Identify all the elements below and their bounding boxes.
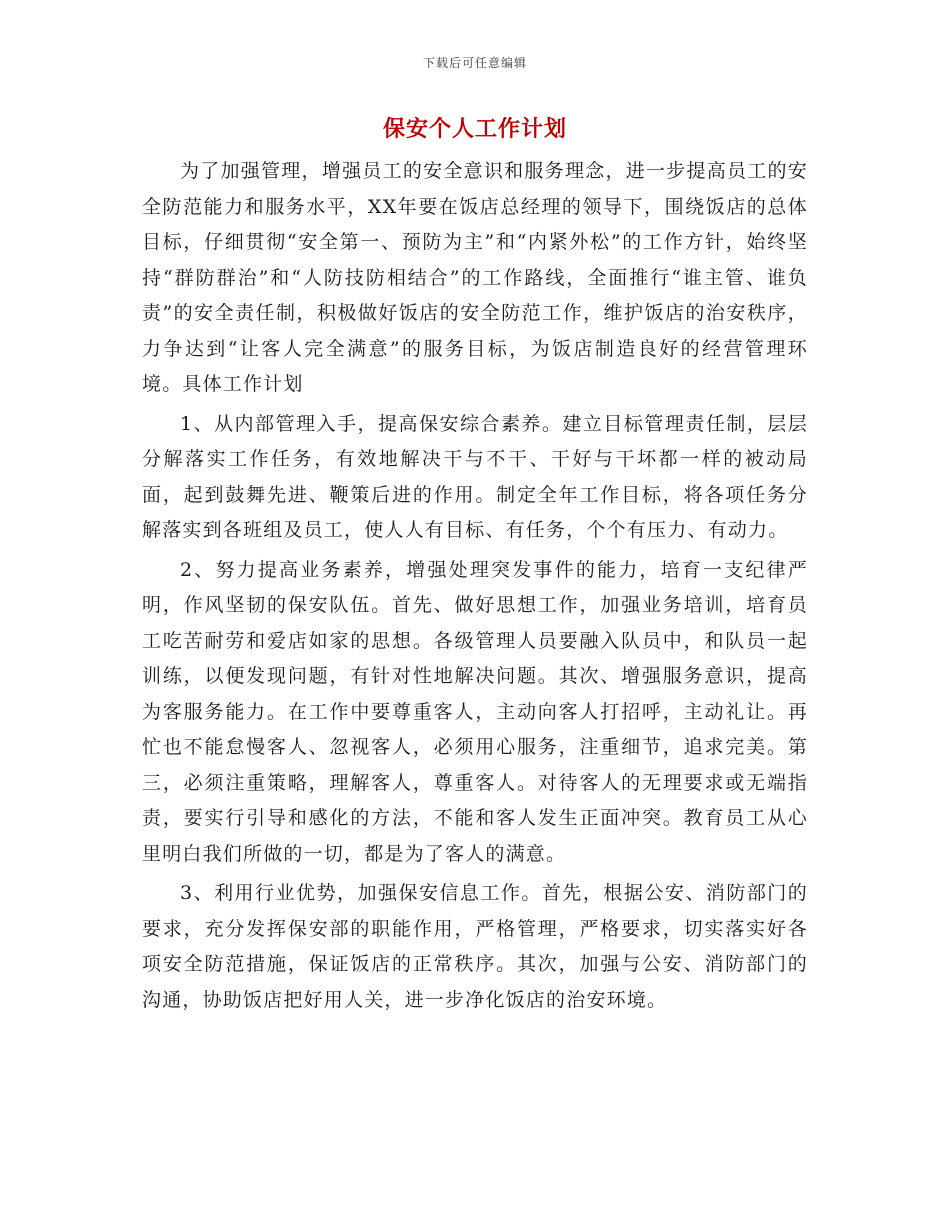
paragraph-item-1: 1、从内部管理入手，提高保安综合素养。建立目标管理责任制，层层分解落实工作任务，有效地解决干与不干、干好与干坏都一样的被动局面，起到鼓舞先进、鞭策后进的作用。制定全年工作目标，将各项任务分解落实到各班组及员工，使人人有目标、有任务，个个有压力、有动力。 <box>142 412 808 541</box>
paragraph-intro: 为了加强管理，增强员工的安全意识和服务理念，进一步提高员工的安全防范能力和服务水平，XX年要在饭店总经理的领导下，围绕饭店的总体目标，仔细贯彻“安全第一、预防为主”和“内紧外松”的工作方针，始终坚持“群防群治”和“人防技防相结合”的工作路线，全面推行“谁主管、谁负责”的安全责任制，积极做好饭店的安全防范工作，维护饭店的治安秩序，力争达到“让客人完全满意”的服务目标，为饭店制造良好的经营管理环境。具体工作计划 <box>142 160 808 395</box>
document-title: 保安个人工作计划 <box>382 116 567 142</box>
paragraph-item-3: 3、利用行业优势，加强保安信息工作。首先，根据公安、消防部门的要求，充分发挥保安部的职能作用，严格管理，严格要求，切实落实好各项安全防范措施，保证饭店的正常秩序。其次，加强与公安、消防部门的沟通，协助饭店把好用人关，进一步净化饭店的治安环境。 <box>142 882 808 1011</box>
paragraph-item-2: 2、努力提高业务素养，增强处理突发事件的能力，培育一支纪律严明，作风坚韧的保安队伍。首先、做好思想工作，加强业务培训，培育员工吃苦耐劳和爱店如家的思想。各级管理人员要融入队员中，和队员一起训练，以便发现问题，有针对性地解决问题。其次、增强服务意识，提高为客服务能力。在工作中要尊重客人，主动向客人打招呼，主动礼让。再忙也不能怠慢客人、忽视客人，必须用心服务，注重细节，追求完美。第三，必须注重策略，理解客人，尊重客人。对待客人的无理要求或无端指责，要实行引导和感化的方法，不能和客人发生正面冲突。教育员工从心里明白我们所做的一切，都是为了客人的满意。 <box>142 558 808 865</box>
document-body <box>142 154 808 1018</box>
header-note: 下载后可任意编辑 <box>422 56 527 70</box>
